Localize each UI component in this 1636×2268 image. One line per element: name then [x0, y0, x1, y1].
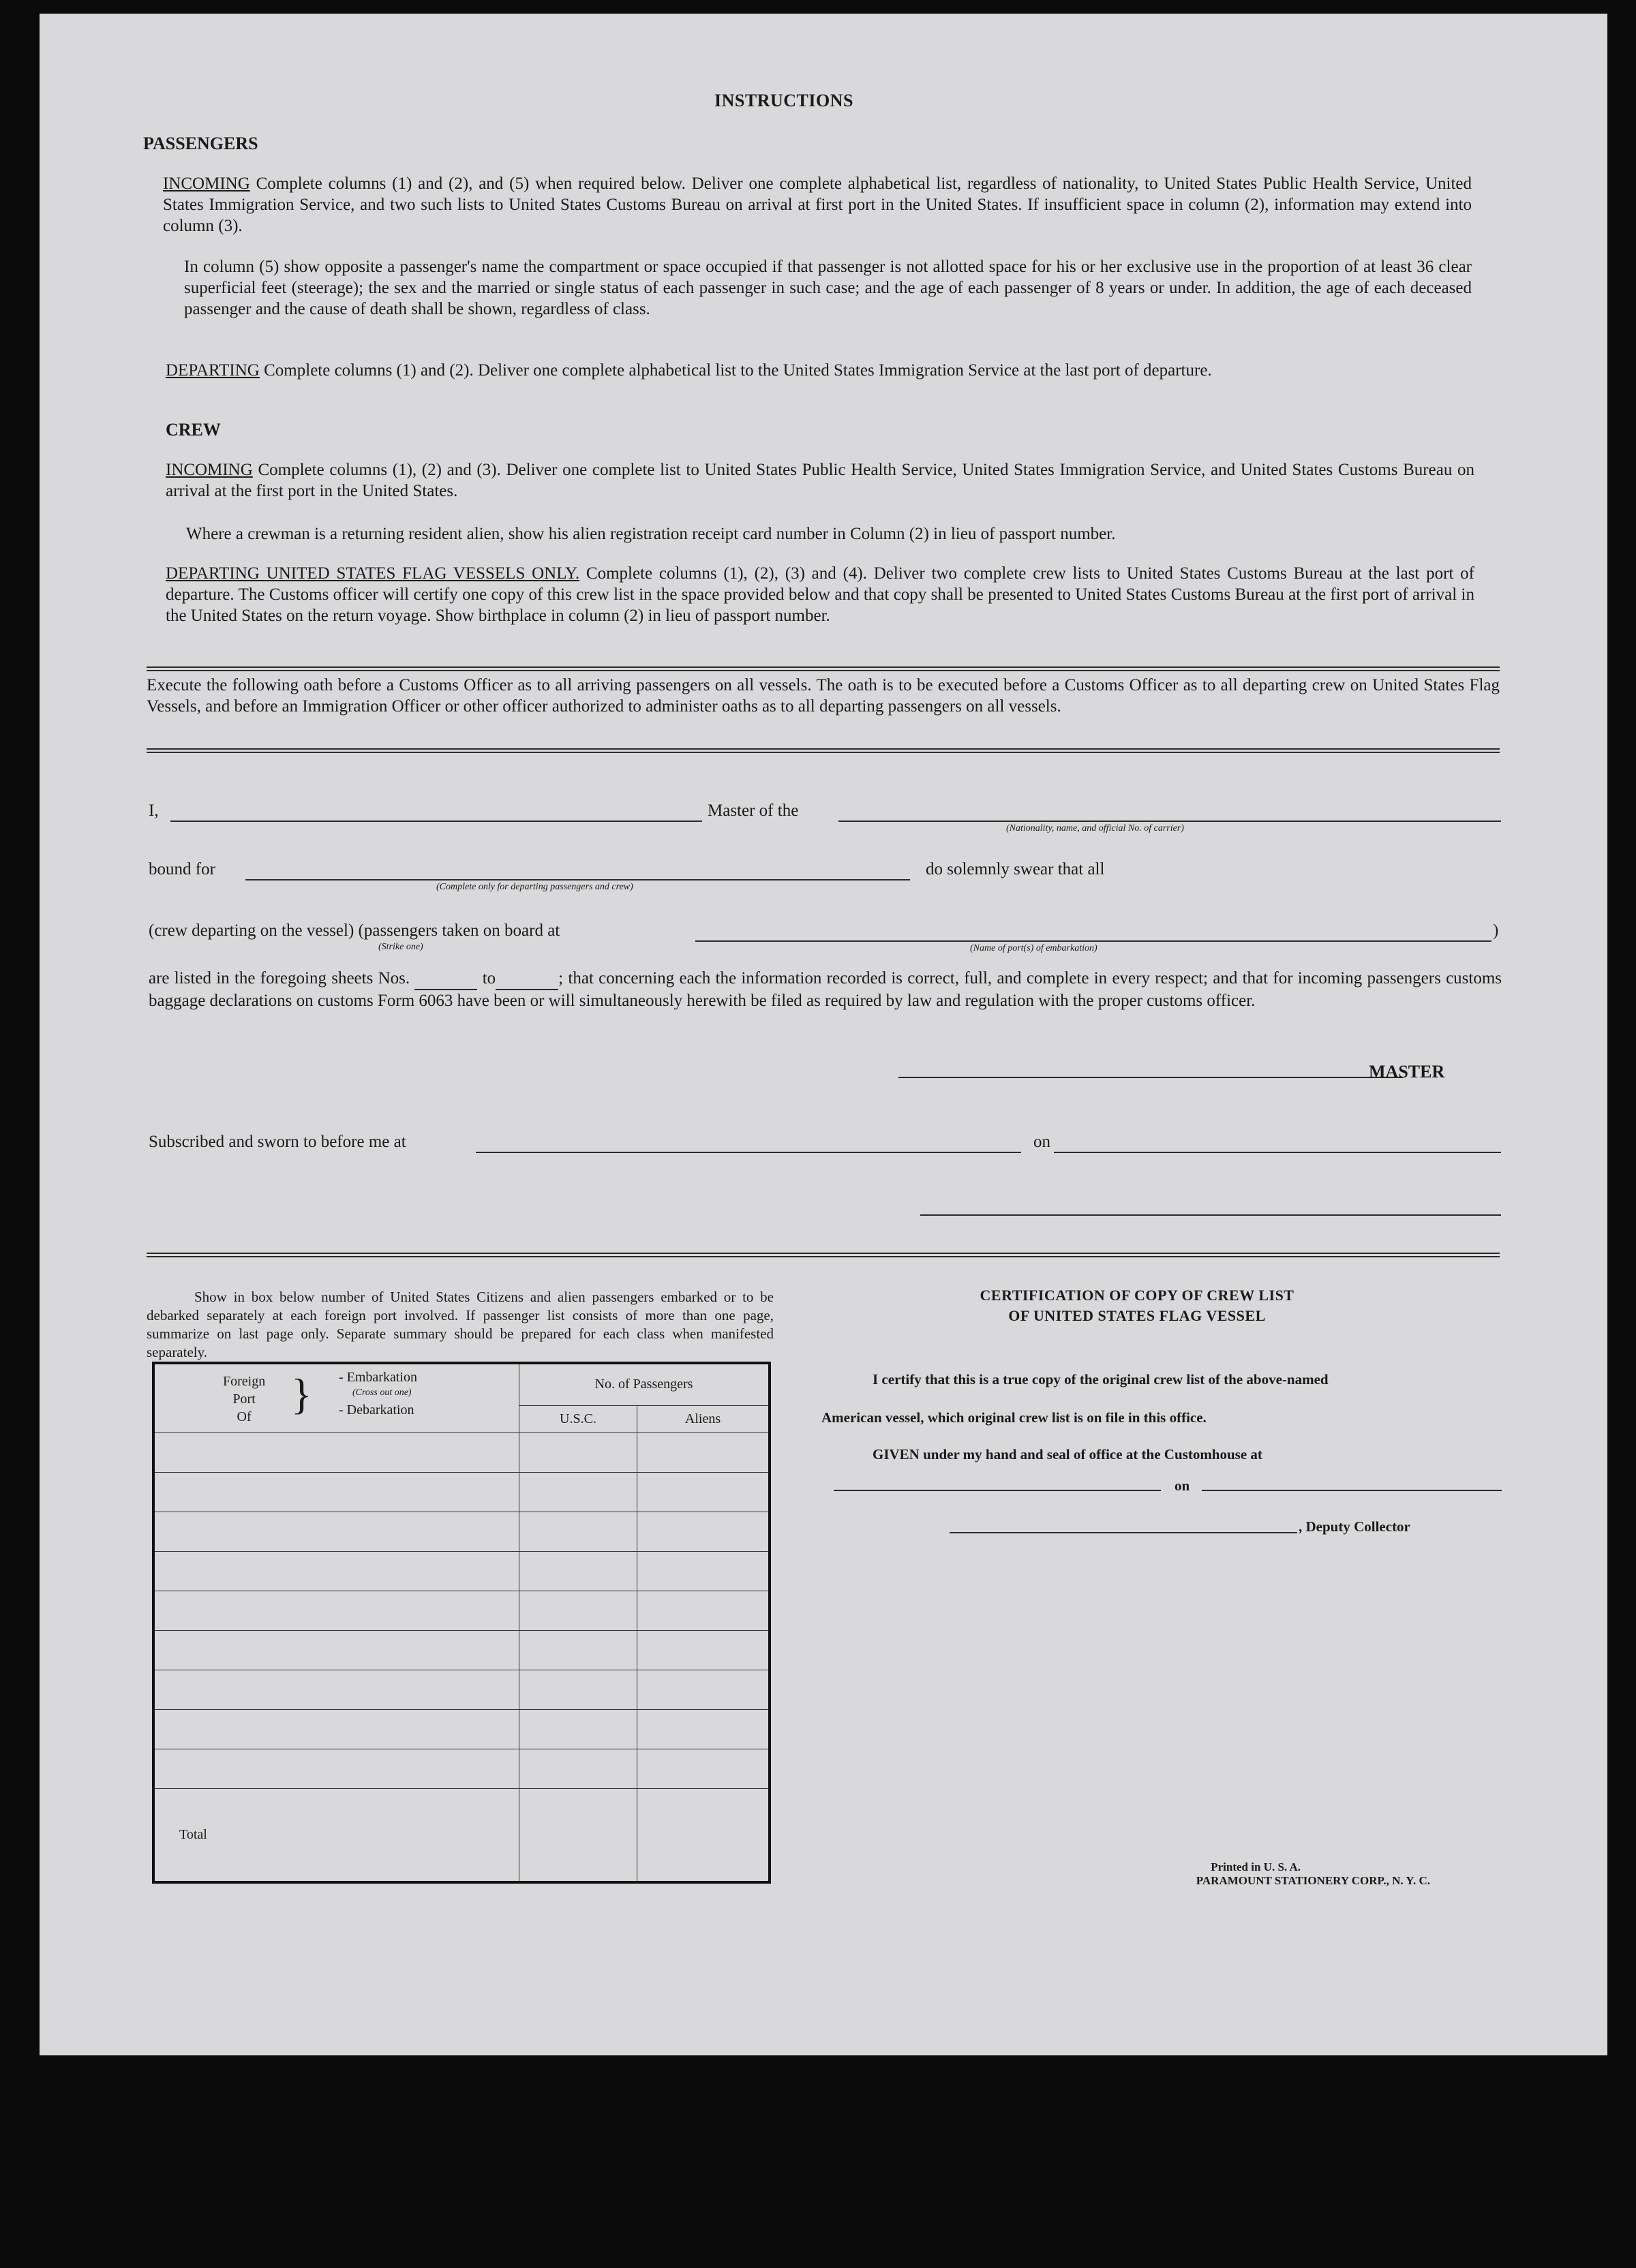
sheets-to: to — [482, 969, 496, 987]
aliens-cell[interactable] — [637, 1631, 770, 1670]
crew-departing-text: Complete columns (1), (2), (3) and (4). Deliver two complete crew lists to United States Customs Bureau at the last port of departure. The Customs officer will certify one copy of this crew list in the space provided below and that copy shall be presented to United States Customs Bureau at the first port of arrival in the United States on the return voyage. Show birthplace in column (2) in lieu of passport number. — [166, 564, 1475, 625]
passengers-incoming-label: INCOMING — [163, 174, 250, 193]
passengers-incoming-paragraph — [163, 173, 1472, 236]
sheets-rest: ; that concerning each the information recorded is correct, full, and complete in every respect; and that for incoming passengers customs baggage declarations on customs Form 6063 have been or will simultaneously herewith be filed as required by law and regulation with the proper customs officer. — [149, 969, 1502, 1010]
brace-glyph: } — [291, 1370, 312, 1418]
passengers-departing-label: DEPARTING — [166, 361, 260, 380]
aliens-cell[interactable] — [637, 1670, 770, 1710]
crew-heading: CREW — [166, 420, 221, 440]
customhouse-line[interactable] — [834, 1490, 1161, 1491]
of-word: Of — [237, 1409, 252, 1424]
cross-out-label: (Cross out one) — [352, 1388, 412, 1398]
table-row — [153, 1670, 770, 1710]
usc-cell[interactable] — [519, 1710, 637, 1749]
usc-cell[interactable] — [519, 1631, 637, 1670]
form-sheet — [40, 14, 1607, 2055]
printed-in-usa: Printed in U. S. A. — [1211, 1860, 1301, 1873]
oath-intro: Execute the following oath before a Customs Officer as to all arriving passengers on all vessels. The oath is to be executed before a Customs Officer as to all departing crew on United States Flag Vessels, and before an Immigration Officer or other officer authorized to administer oaths as to all departing passengers on all vessels. — [147, 676, 1500, 716]
no-passengers-header: No. of Passengers — [519, 1363, 770, 1405]
master-label: MASTER — [1369, 1062, 1445, 1082]
aliens-header: Aliens — [637, 1405, 770, 1432]
cert-date-line[interactable] — [1202, 1490, 1502, 1491]
sworn-place-line[interactable] — [476, 1152, 1021, 1153]
port-cell[interactable] — [153, 1512, 519, 1552]
crew-incoming-label: INCOMING — [166, 461, 253, 479]
table-row — [153, 1512, 770, 1552]
passenger-summary-table — [152, 1362, 771, 1884]
port-cell[interactable] — [153, 1552, 519, 1591]
foreign-word: Foreign — [223, 1374, 266, 1389]
port-cell[interactable] — [153, 1473, 519, 1512]
cert-on-label: on — [1175, 1477, 1190, 1494]
carrier-line[interactable] — [838, 821, 1501, 822]
bound-for-caption: (Complete only for departing passengers and crew) — [436, 882, 633, 892]
usc-cell[interactable] — [519, 1591, 637, 1631]
table-row — [153, 1749, 770, 1789]
oath-i-label: I, — [149, 801, 159, 820]
sheets-paragraph — [149, 968, 1502, 1011]
printer-imprint — [1103, 1860, 1430, 1888]
strike-one-caption: (Strike one) — [378, 942, 423, 952]
given-line: GIVEN under my hand and seal of office at the Customhouse at — [873, 1446, 1262, 1462]
sheets-prefix: are listed in the foregoing sheets Nos. — [149, 969, 410, 987]
master-signature-line[interactable] — [898, 1077, 1403, 1078]
aliens-cell[interactable] — [637, 1710, 770, 1749]
total-row — [153, 1789, 770, 1883]
port-cell[interactable] — [153, 1433, 519, 1473]
certify-line2: American vessel, which original crew list is on file in this office. — [821, 1409, 1207, 1426]
summary-note: Show in box below number of United States Citizens and alien passengers embarked or to be debarked separately at each foreign port involved. If passenger list consists of more than one page, summarize on last page only. Separate summary should be prepared for each class when manifested separately. — [147, 1289, 774, 1360]
certification-title — [912, 1285, 1362, 1326]
subscribed-label: Subscribed and sworn to before me at — [149, 1133, 406, 1151]
port-cell[interactable] — [153, 1710, 519, 1749]
aliens-cell[interactable] — [637, 1552, 770, 1591]
crew-incoming-paragraph — [166, 459, 1474, 502]
aliens-cell[interactable] — [637, 1591, 770, 1631]
table-row — [153, 1473, 770, 1512]
port-word: Port — [232, 1392, 256, 1407]
sheet-from-blank[interactable] — [414, 968, 477, 990]
table-row — [153, 1710, 770, 1749]
certification-title-line1: CERTIFICATION OF COPY OF CREW LIST — [980, 1287, 1294, 1304]
usc-cell[interactable] — [519, 1433, 637, 1473]
table-row — [153, 1631, 770, 1670]
solemnly-swear-text: do solemnly swear that all — [926, 860, 1105, 878]
usc-cell[interactable] — [519, 1749, 637, 1789]
total-aliens-cell[interactable] — [637, 1789, 770, 1883]
sworn-on-label: on — [1033, 1133, 1050, 1151]
port-cell[interactable] — [153, 1749, 519, 1789]
table-row — [153, 1433, 770, 1473]
total-label: Total — [153, 1789, 519, 1883]
port-cell[interactable] — [153, 1670, 519, 1710]
officer-signature-line[interactable] — [920, 1214, 1501, 1216]
port-cell[interactable] — [153, 1591, 519, 1631]
crew-departing-paragraph — [166, 563, 1474, 626]
bound-for-line[interactable] — [245, 879, 910, 880]
usc-cell[interactable] — [519, 1512, 637, 1552]
crew-resident-paragraph: Where a crewman is a returning resident alien, show his alien registration receipt card number in Column (2) in lieu of passport number. — [186, 525, 1116, 543]
aliens-cell[interactable] — [637, 1433, 770, 1473]
certify-line1: I certify that this is a true copy of the original crew list of the above-named — [873, 1371, 1329, 1388]
passengers-column5-paragraph: In column (5) show opposite a passenger's name the compartment or space occupied if that passenger is not allotted space for his or her exclusive use in the proportion of at least 36 clear superficial feet (steerage); the sex and the married or single status of each passenger in such case; and the age of each passenger of 8 years or under. In addition, the age of each deceased passenger and the cause of death shall be shown, regardless of class. — [184, 258, 1472, 318]
aliens-cell[interactable] — [637, 1749, 770, 1789]
aliens-cell[interactable] — [637, 1512, 770, 1552]
usc-cell[interactable] — [519, 1473, 637, 1512]
embarkation-port-line[interactable] — [695, 940, 1491, 942]
usc-cell[interactable] — [519, 1552, 637, 1591]
bottom-divider — [147, 1253, 1500, 1257]
foreign-port-of-label — [223, 1373, 265, 1426]
table-row — [153, 1591, 770, 1631]
printer-name: PARAMOUNT STATIONERY CORP., N. Y. C. — [1196, 1874, 1430, 1887]
embarkation-port-caption: (Name of port(s) of embarkation) — [970, 943, 1097, 953]
crew-incoming-text: Complete columns (1), (2) and (3). Deliver one complete list to United States Public Health Service, United States Immigration Service, and United States Customs Bureau on arrival at the first port in the United States. — [166, 461, 1474, 500]
close-paren: ) — [1493, 921, 1499, 940]
oath-divider — [147, 748, 1500, 753]
crew-departing-choice: (crew departing on the vessel) (passengers taken on board at — [149, 921, 560, 940]
crew-departing-label: DEPARTING UNITED STATES FLAG VESSELS ONLY. — [166, 564, 580, 583]
sworn-date-line[interactable] — [1054, 1152, 1501, 1153]
section-divider — [147, 666, 1500, 671]
total-usc-cell[interactable] — [519, 1789, 637, 1883]
usc-cell[interactable] — [519, 1670, 637, 1710]
embarkation-label: - Embarkation — [339, 1370, 417, 1385]
debarkation-label: - Debarkation — [339, 1403, 414, 1418]
certification-title-line2: OF UNITED STATES FLAG VESSEL — [1008, 1307, 1266, 1324]
passengers-incoming-text: Complete columns (1) and (2), and (5) when required below. Deliver one complete alphabetical list, regardless of nationality, to United States Public Health Service, United States Immigration Service, and two such lists to United States Customs Bureau on arrival at first port in the United States. If insufficient space in column (2), information may extend into column (3). — [163, 174, 1472, 235]
usc-header: U.S.C. — [519, 1405, 637, 1432]
passengers-departing-paragraph — [166, 360, 1472, 381]
port-cell[interactable] — [153, 1631, 519, 1670]
table-row — [153, 1552, 770, 1591]
master-of-the-label: Master of the — [708, 801, 799, 820]
deputy-signature-line[interactable] — [950, 1532, 1297, 1533]
sheet-to-blank[interactable] — [496, 968, 558, 990]
port-header-cell — [153, 1363, 519, 1433]
master-name-line[interactable] — [170, 821, 702, 822]
passengers-departing-text: Complete columns (1) and (2). Deliver one complete alphabetical list to the United States Immigration Service at the last port of departure. — [264, 361, 1212, 380]
carrier-caption: (Nationality, name, and official No. of carrier) — [1006, 823, 1184, 833]
instructions-heading: INSTRUCTIONS — [714, 91, 853, 110]
deputy-collector-label: , Deputy Collector — [1299, 1518, 1410, 1535]
passengers-heading: PASSENGERS — [143, 134, 258, 153]
bound-for-label: bound for — [149, 860, 215, 878]
aliens-cell[interactable] — [637, 1473, 770, 1512]
